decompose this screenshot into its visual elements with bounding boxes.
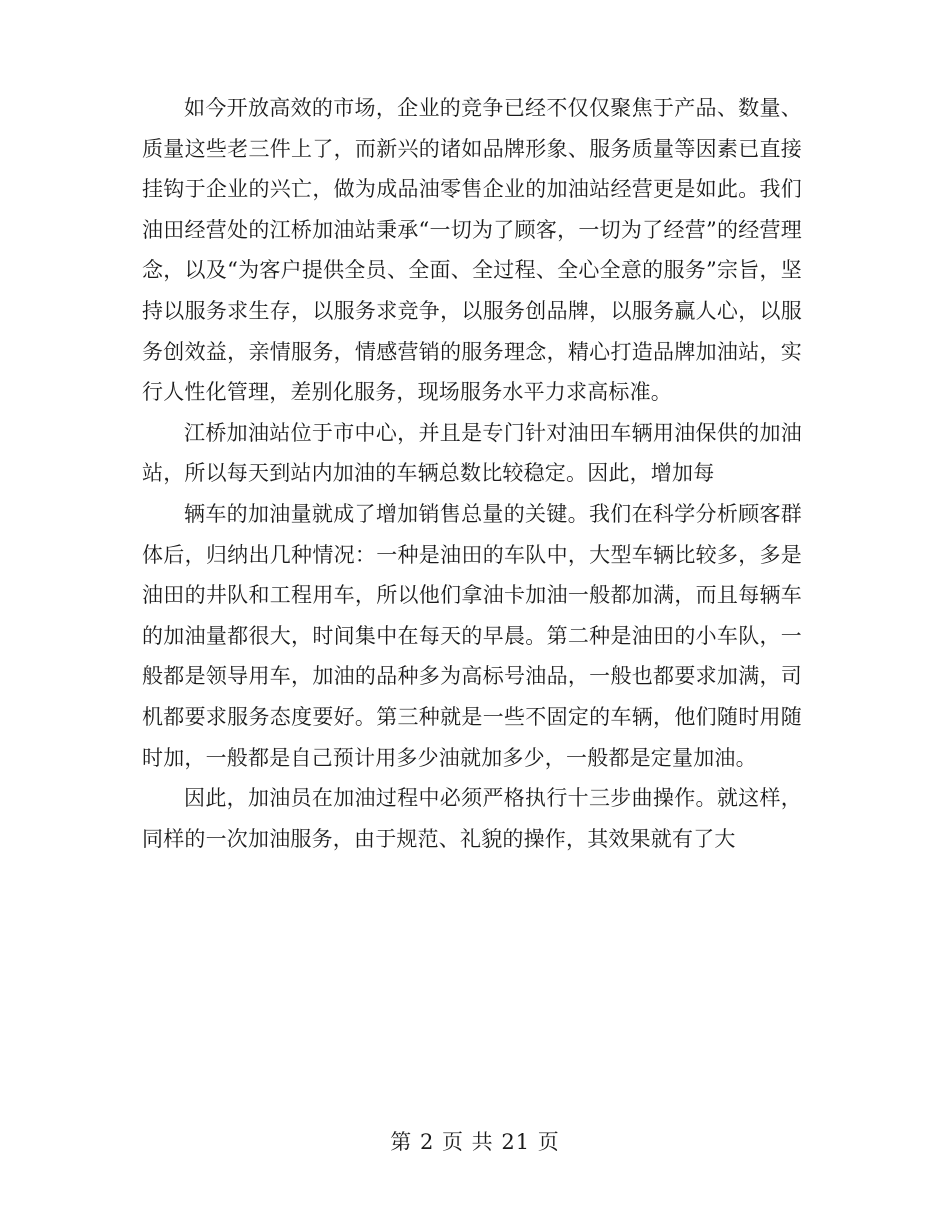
paragraph-1: 如今开放高效的市场，企业的竞争已经不仅仅聚焦于产品、数量、质量这些老三件上了，而新兴的诸如品牌形象、服务质量等因素已直接挂钩于企业的兴亡，做为成品油零售企业的加油站经营更是如此。我们油田经营处的江桥加油站秉承“一切为了顾客，一切为了经营”的经营理念，以及“为客户提供全员、全面、全过程、全心全意的服务”宗旨，坚持以服务求生存，以服务求竞争，以服务创品牌，以服务赢人心，以服务创效益，亲情服务，情感营销的服务理念，精心打造品牌加油站，实行人性化管理，差别化服务，现场服务水平力求高标准。 [142,96,802,405]
document-body [142,88,802,859]
paragraph-2: 江桥加油站位于市中心，并且是专门针对油田车辆用油保供的加油站，所以每天到站内加油的车辆总数比较稳定。因此，增加每 [142,420,802,486]
page-number-footer: 第 2 页 共 21 页 [390,1130,560,1154]
paragraph-3: 辆车的加油量就成了增加销售总量的关键。我们在科学分析顾客群体后，归纳出几种情况：一种是油田的车队中，大型车辆比较多，多是油田的井队和工程用车，所以他们拿油卡加油一般都加满，而且每辆车的加油量都很大，时间集中在每天的早晨。第二种是油田的小车队，一般都是领导用车，加油的品种多为高标号油品，一般也都要求加满，司机都要求服务态度要好。第三种就是一些不固定的车辆，他们随时用随时加，一般都是自己预计用多少油就加多少，一般都是定量加油。 [142,501,802,770]
paragraph-4: 因此，加油员在加油过程中必须严格执行十三步曲操作。就这样，同样的一次加油服务，由于规范、礼貌的操作，其效果就有了大 [142,786,802,851]
